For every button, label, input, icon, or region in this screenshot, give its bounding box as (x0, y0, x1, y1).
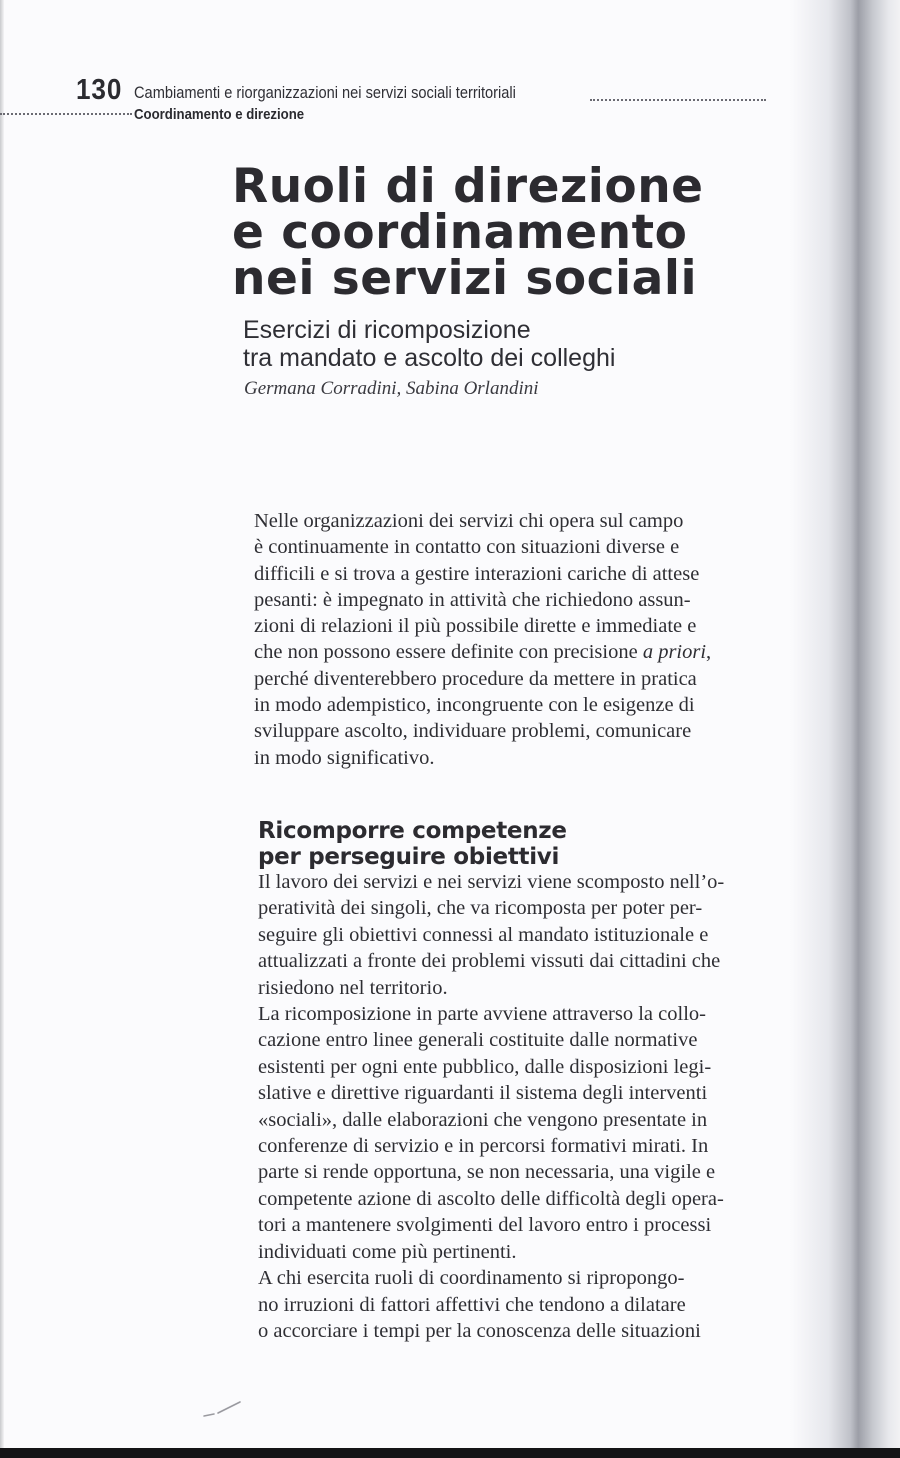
intro-paragraph (254, 508, 784, 771)
text-line: slative e direttive riguardanti il sistema degli interventi (258, 1082, 708, 1105)
text-line: pesanti: è impegnato in attività che richiedono assun- (254, 588, 691, 611)
article-title (232, 159, 704, 306)
dotted-rule-right (590, 99, 766, 101)
italic-phrase: a priori (642, 641, 707, 664)
text-line: cazione entro linee generali costituite dalle normative (258, 1029, 698, 1052)
text-line: seguire gli obiettivi connessi al mandato istituzionale e (258, 923, 709, 946)
text-line: esistenti per ogni ente pubblico, dalle disposizioni legi- (258, 1055, 712, 1078)
page-left-edge (0, 0, 4, 1458)
article-subtitle (243, 316, 615, 372)
text-line: parte si rende opportuna, se non necessaria, una vigile e (258, 1161, 716, 1184)
text-line: La ricomposizione in parte avviene attraverso la collo- (258, 1003, 706, 1026)
text-line: Nelle organizzazioni dei servizi chi opera sul campo (254, 510, 684, 532)
text-line-with-italic (254, 639, 784, 665)
subtitle-line: Esercizi di ricomposizione (243, 316, 531, 344)
text-line: no irruzioni di fattori affettivi che tendono a dilatare (258, 1293, 686, 1316)
pen-mark-icon (202, 1400, 252, 1420)
text-line: in modo significativo. (254, 746, 435, 769)
section-body (258, 869, 818, 1344)
text-line: tori a mantenere svolgimenti del lavoro entro i processi (258, 1214, 712, 1237)
heading-line: per perseguire obiettivi (258, 844, 560, 870)
text-fragment: , (706, 641, 712, 664)
title-line: e coordinamento (232, 205, 688, 260)
text-line: attualizzati a fronte dei problemi vissuti dai cittadini che (258, 950, 721, 973)
text-line: «sociali», dalle elaborazioni che vengono presentate in (258, 1108, 708, 1131)
subtitle-line: tra mandato e ascolto dei colleghi (243, 344, 616, 372)
text-line: perché diventerebbero procedure da mettere in pratica (254, 667, 697, 690)
scan-bottom-edge (0, 1448, 900, 1458)
book-title: Cambiamenti e riorganizzazioni nei servizi sociali territoriali (134, 83, 516, 102)
dotted-rule-left (0, 113, 132, 115)
text-line: sviluppare ascolto, individuare problemi, comunicare (254, 720, 692, 743)
title-line: Ruoli di direzione (232, 159, 704, 214)
page-number: 130 (76, 74, 123, 106)
text-line: difficili e si trova a gestire interazioni cariche di attese (254, 562, 700, 585)
text-line: risiedono nel territorio. (258, 976, 448, 999)
text-line: competente azione di ascolto delle difficoltà degli opera- (258, 1187, 724, 1210)
text-line: zioni di relazioni il più possibile dirette e immediate e (254, 615, 697, 638)
text-line: conferenze di servizio e in percorsi formativi mirati. In (258, 1135, 709, 1158)
title-line: nei servizi sociali (232, 251, 698, 306)
text-line: A chi esercita ruoli di coordinamento si ripropongo- (258, 1267, 685, 1290)
text-line: Il lavoro dei servizi e nei servizi viene scomposto nell’o- (258, 871, 725, 893)
text-line: peratività dei singoli, che va ricomposta per poter per- (258, 897, 703, 920)
text-line: individuati come più pertinenti. (258, 1240, 517, 1263)
article-authors: Germana Corradini, Sabina Orlandini (244, 378, 539, 399)
heading-line: Ricomporre competenze (258, 818, 567, 844)
text-fragment: che non possono essere definite con precisione (254, 641, 643, 664)
text-line: è continuamente in contatto con situazioni diverse e (254, 536, 680, 559)
section-name: Coordinamento e direzione (134, 106, 305, 123)
running-head (0, 74, 770, 124)
text-line: o accorciare i tempi per la conoscenza delle situazioni (258, 1319, 701, 1342)
section-heading (258, 818, 567, 870)
text-line: in modo adempistico, incongruente con le esigenze di (254, 694, 695, 717)
